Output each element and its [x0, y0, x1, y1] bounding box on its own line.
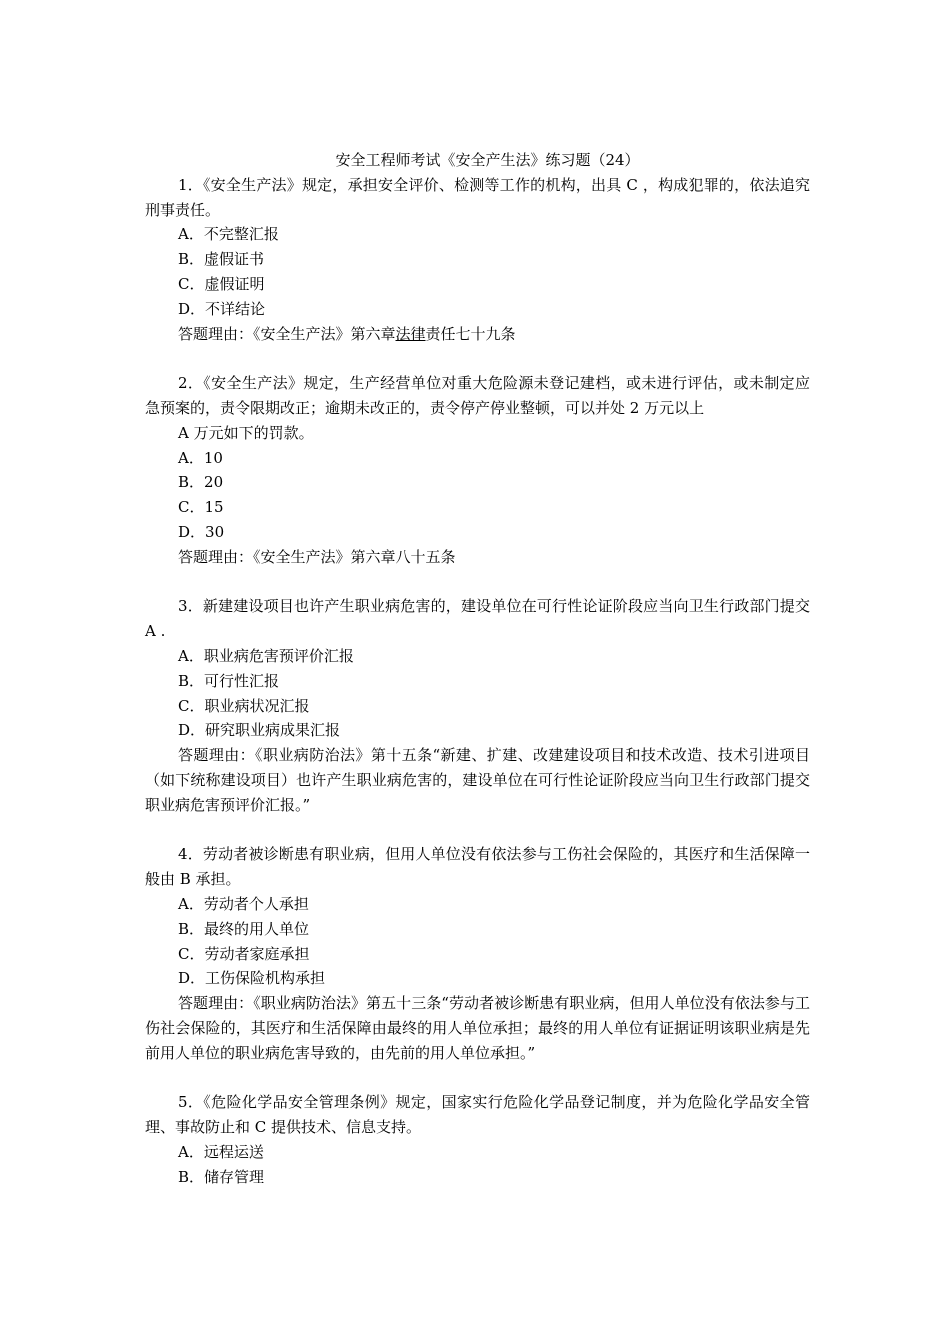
page-title: 安全工程师考试《安全产生法》练习题（24） — [335, 151, 640, 169]
q3-reason: 答题理由：《职业病防治法》第十五条“新建、扩建、改建建设项目和技术改造、技术引进项目（如下统称建设项目）也许产生职业病危害的，建设单位在可行性论证阶段应当向卫生行政部门提交职业病危害预评价汇报。” — [145, 746, 810, 814]
spacer — [145, 570, 810, 595]
q2-option-c: C．15 — [178, 498, 224, 517]
q2-option-a: A．10 — [178, 448, 223, 467]
question-2-stem: 2．《安全生产法》规定，生产经营单位对重大危险源未登记建档，或未进行评估，或未制定应急预案的，责令限期改正；逾期未改正的，责令停产停业整顿，可以并处 2 万元以上 — [145, 374, 810, 417]
question-5-stem: 5．《危险化学品安全管理条例》规定，国家实行危险化学品登记制度，并为危险化学品安全管理、事故防止和 C 提供技术、信息支持。 — [145, 1093, 810, 1137]
document-page — [145, 148, 810, 1189]
q4-option-c: C．劳动者家庭承担 — [178, 944, 310, 963]
law-link[interactable]: 法律 — [395, 324, 426, 343]
q3-option-c: C．职业病状况汇报 — [178, 696, 310, 715]
q1-option-c: C．虚假证明 — [178, 274, 265, 293]
q2-reason: 答题理由：《安全生产法》第六章八十五条 — [178, 547, 456, 566]
q1-reason-prefix: 答题理由：《安全生产法》第六章 — [178, 324, 396, 343]
q1-reason — [145, 322, 810, 347]
q1-option-b: B．虚假证书 — [178, 250, 265, 269]
q2-option-d: D．30 — [178, 522, 225, 541]
q5-option-b: B．储存管理 — [178, 1167, 265, 1186]
q3-option-d: D．研究职业病成果汇报 — [178, 721, 341, 740]
q3-option-b: B．可行性汇报 — [178, 671, 280, 690]
spacer — [145, 346, 810, 371]
q1-reason-suffix: 责任七十九条 — [425, 324, 516, 343]
q4-option-a: A．劳动者个人承担 — [178, 894, 309, 913]
q4-option-d: D．工伤保险机构承担 — [178, 969, 326, 988]
q1-option-d: D．不详结论 — [178, 299, 266, 318]
question-3-stem: 3．新建建设项目也许产生职业病危害的，建设单位在可行性论证阶段应当向卫生行政部门提交 A . — [145, 597, 810, 641]
question-4-stem: 4．劳动者被诊断患有职业病，但用人单位没有依法参与工伤社会保险的，其医疗和生活保障一般由 B 承担。 — [145, 845, 810, 889]
q4-reason: 答题理由：《职业病防治法》第五十三条“劳动者被诊断患有职业病，但用人单位没有依法参与工伤社会保险的，其医疗和生活保障由最终的用人单位承担；最终的用人单位有证据证明该职业病是先前用人单位的职业病危害导致的，由先前的用人单位承担。” — [145, 994, 810, 1062]
question-1-stem: 1．《安全生产法》规定，承担安全评价、检测等工作的机构，出具 C ，构成犯罪的，依法追究刑事责任。 — [145, 175, 810, 219]
spacer — [145, 818, 810, 843]
q5-option-a: A．远程运送 — [178, 1142, 264, 1161]
q1-option-a: A．不完整汇报 — [178, 225, 279, 244]
q4-option-b: B．最终的用人单位 — [178, 919, 310, 938]
q2-option-b: B．20 — [178, 473, 224, 492]
q3-option-a: A．职业病危害预评价汇报 — [178, 646, 354, 665]
question-2-stem-continued: A 万元如下的罚款。 — [178, 423, 314, 442]
spacer — [145, 1065, 810, 1090]
